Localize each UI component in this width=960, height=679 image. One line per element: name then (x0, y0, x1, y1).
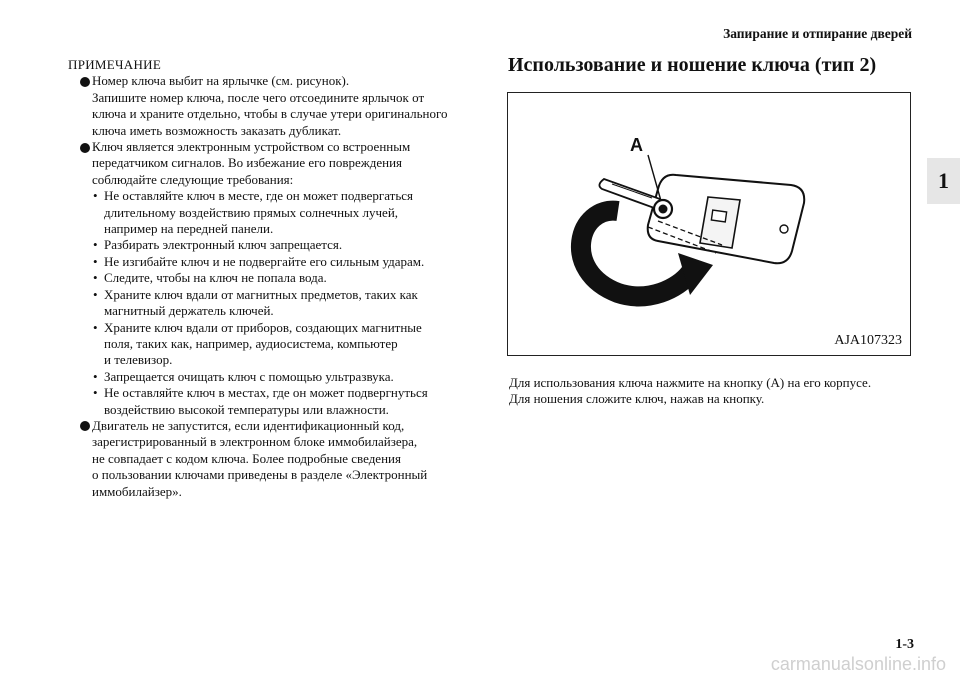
bullet-icon (80, 143, 90, 153)
note-item (72, 139, 492, 418)
note-line: ключа и храните отдельно, чтобы в случае утери оригинального (92, 106, 448, 122)
requirement-item (92, 188, 492, 237)
instructions (509, 375, 929, 408)
small-bullet-icon: • (93, 270, 98, 286)
bullet-icon (80, 421, 90, 431)
instruction-line: Для ношения сложите ключ, нажав на кнопку. (509, 391, 765, 407)
small-bullet-icon: • (93, 319, 98, 335)
requirements-list (92, 188, 492, 418)
requirement-item (92, 320, 492, 369)
key-led (711, 210, 726, 222)
keyring-hole (780, 225, 788, 233)
small-bullet-icon: • (93, 188, 98, 204)
running-header: Запирание и отпирание дверей (723, 26, 912, 41)
requirement-line: воздействию высокой температуры или влажности. (104, 401, 389, 417)
note-line: ключа иметь возможность заказать дубликат. (92, 122, 342, 138)
requirement-item (92, 385, 492, 418)
watermark: carmanualsonline.info (770, 654, 946, 674)
figure-code: AJA107323 (834, 333, 902, 348)
requirement-line: длительному воздействию прямых солнечных лучей, (104, 204, 399, 220)
requirement-line: поля, таких как, например, аудиосистема, компьютер (104, 335, 398, 351)
note-item (72, 418, 492, 500)
release-button-center (659, 205, 668, 214)
requirement-line: Не изгибайте ключ и не подвергайте его сильным ударам. (104, 253, 425, 269)
requirement-line: Запрещается очищать ключ с помощью ультразвука. (104, 368, 394, 384)
note-line: соблюдайте следующие требования: (92, 171, 294, 187)
section-title: Использование и ношение ключа (тип 2) (508, 54, 877, 76)
requirement-item (92, 287, 492, 320)
label-leader (648, 155, 661, 201)
key-illustration (508, 93, 912, 357)
note-line: не совпадает с кодом ключа. Более подробные сведения (92, 450, 401, 466)
small-bullet-icon: • (93, 368, 98, 384)
requirement-item (92, 270, 492, 286)
note-line: иммобилайзер». (92, 483, 182, 499)
requirement-item (92, 254, 492, 270)
small-bullet-icon: • (93, 237, 98, 253)
note-list (72, 73, 492, 500)
note-line: зарегистрированный в электронном блоке иммобилайзера, (92, 434, 418, 450)
requirement-line: Разбирать электронный ключ запрещается. (104, 237, 343, 253)
requirement-line: например на передней панели. (104, 221, 274, 237)
requirement-line: Следите, чтобы на ключ не попала вода. (104, 270, 327, 286)
key-button-panel (700, 197, 740, 248)
page-number: 1-3 (895, 637, 914, 652)
requirement-item (92, 237, 492, 253)
note-line: передатчиком сигналов. Во избежание его повреждения (92, 155, 403, 171)
small-bullet-icon: • (93, 253, 98, 269)
requirement-line: Храните ключ вдали от магнитных предметов, таких как (104, 286, 418, 302)
note-block (68, 57, 492, 500)
note-line: Запишите номер ключа, после чего отсоедините ярлычок от (92, 89, 425, 105)
note-line: Ключ является электронным устройством со встроенным (92, 139, 411, 155)
requirement-line: Храните ключ вдали от приборов, создающих магнитные (104, 319, 422, 335)
small-bullet-icon: • (93, 385, 98, 401)
requirement-line: и телевизор. (104, 352, 173, 368)
requirement-line: Не оставляйте ключ в месте, где он может подвергаться (104, 188, 414, 204)
section (508, 52, 918, 78)
bullet-icon (80, 77, 90, 87)
requirement-line: Не оставляйте ключ в местах, где он может подвергнуться (104, 385, 428, 401)
instruction-line: Для использования ключа нажмите на кнопку (A) на его корпусе. (509, 375, 872, 390)
requirement-item (92, 369, 492, 385)
small-bullet-icon: • (93, 286, 98, 302)
requirement-line: магнитный держатель ключей. (104, 303, 274, 319)
note-item (72, 73, 492, 139)
note-heading: ПРИМЕЧАНИЕ (68, 57, 162, 72)
callout-label-a: A (630, 135, 643, 155)
note-line: о пользовании ключами приведены в разделе «Электронный (92, 467, 428, 483)
key-figure (507, 92, 911, 356)
chapter-tab: 1 (927, 158, 960, 204)
note-line: Двигатель не запустится, если идентификационный код, (92, 417, 405, 433)
note-line: Номер ключа выбит на ярлычке (см. рисунок). (92, 73, 350, 89)
